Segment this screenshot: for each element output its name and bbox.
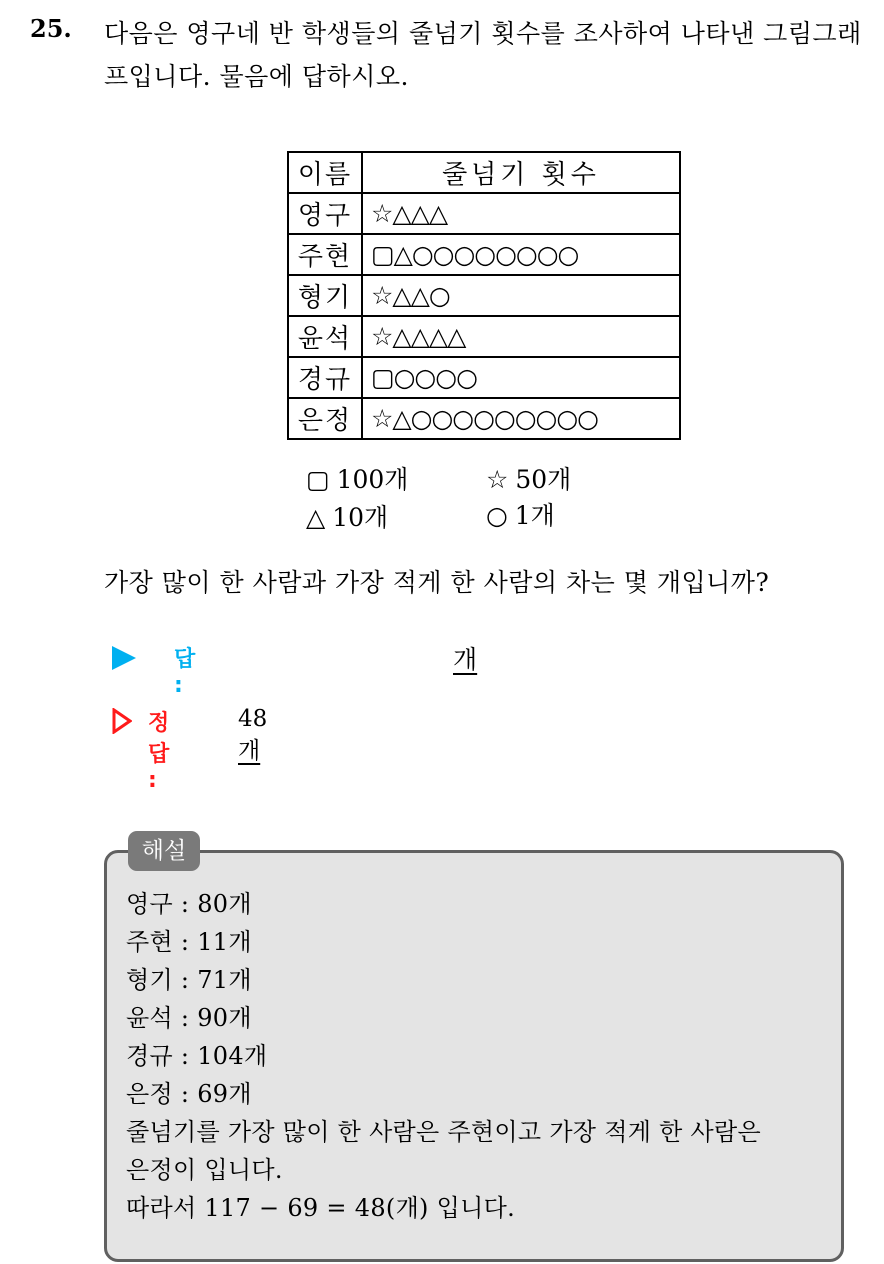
square-circle-icon: ▢ (306, 465, 329, 494)
triangle-icon: △ (306, 503, 325, 532)
question-prompt: 가장 많이 한 사람과 가장 적게 한 사람의 차는 몇 개입니까? (104, 568, 770, 597)
legend-fifty (486, 460, 571, 496)
student-name: 은정 (288, 398, 362, 439)
outline-triangle-icon (112, 708, 132, 734)
question-number: 25. (30, 14, 72, 43)
legend-one-label: 1개 (514, 501, 555, 530)
symbol-icons: ☆△△△ (371, 198, 448, 228)
table-row (288, 357, 680, 398)
legend-fifty-label: 50개 (515, 465, 572, 494)
table-row (288, 193, 680, 234)
answer-label: 답 : (174, 647, 196, 698)
explanation-line: 은정이 입니다. (126, 1156, 283, 1184)
explanation-line: 윤석 : 90개 (126, 1004, 252, 1032)
symbol-icons: ☆△○○○○○○○○○ (371, 403, 598, 433)
header-count: 줄넘기 횟수 (362, 152, 680, 193)
picture-graph-table (287, 151, 681, 440)
answer-unit[interactable]: 개 (453, 645, 478, 674)
question-text: 다음은 영구네 반 학생들의 줄넘기 횟수를 조사하여 나타낸 그림그래프입니다. 물음에 답하시오. (104, 19, 862, 91)
legend-hundred (306, 460, 408, 496)
student-name: 영구 (288, 193, 362, 234)
legend-ten (306, 498, 388, 534)
explanation-line: 영구 : 80개 (126, 890, 252, 918)
explanation-line: 주현 : 11개 (126, 928, 252, 956)
explanation-line: 따라서 117 − 69 = 48(개) 입니다. (126, 1194, 516, 1222)
header-name: 이름 (288, 152, 362, 193)
student-name: 주현 (288, 234, 362, 275)
table-header-row (288, 152, 680, 193)
student-name: 형기 (288, 275, 362, 316)
explanation-line: 은정 : 69개 (126, 1080, 252, 1108)
symbol-icons: ☆△△○ (371, 280, 450, 310)
legend-ten-label: 10개 (332, 503, 389, 532)
correct-value-number: 48 (238, 706, 268, 732)
table-row (288, 275, 680, 316)
correct-value-unit: 개 (238, 738, 261, 764)
circle-icon: ○ (486, 501, 507, 530)
student-name: 경규 (288, 357, 362, 398)
legend-hundred-label: 100개 (336, 465, 409, 494)
correct-answer-value (238, 706, 267, 765)
star-icon: ☆ (486, 465, 508, 494)
play-triangle-icon (112, 646, 136, 670)
explanation-line: 경규 : 104개 (126, 1042, 268, 1070)
student-name: 윤석 (288, 316, 362, 357)
table-row (288, 398, 680, 439)
symbol-icons: ▢○○○○ (371, 362, 477, 392)
legend-one (486, 496, 555, 532)
symbol-icons: ▢△○○○○○○○○ (371, 239, 579, 269)
correct-answer-label: 정답 : (148, 711, 170, 793)
explanation-line: 형기 : 71개 (126, 966, 252, 994)
table-row (288, 316, 680, 357)
symbol-icons: ☆△△△△ (371, 321, 466, 351)
explanation-tab: 해설 (128, 831, 200, 871)
explanation-body (126, 885, 836, 1227)
table-row (288, 234, 680, 275)
explanation-line: 줄넘기를 가장 많이 한 사람은 주현이고 가장 적게 한 사람은 (126, 1118, 761, 1146)
